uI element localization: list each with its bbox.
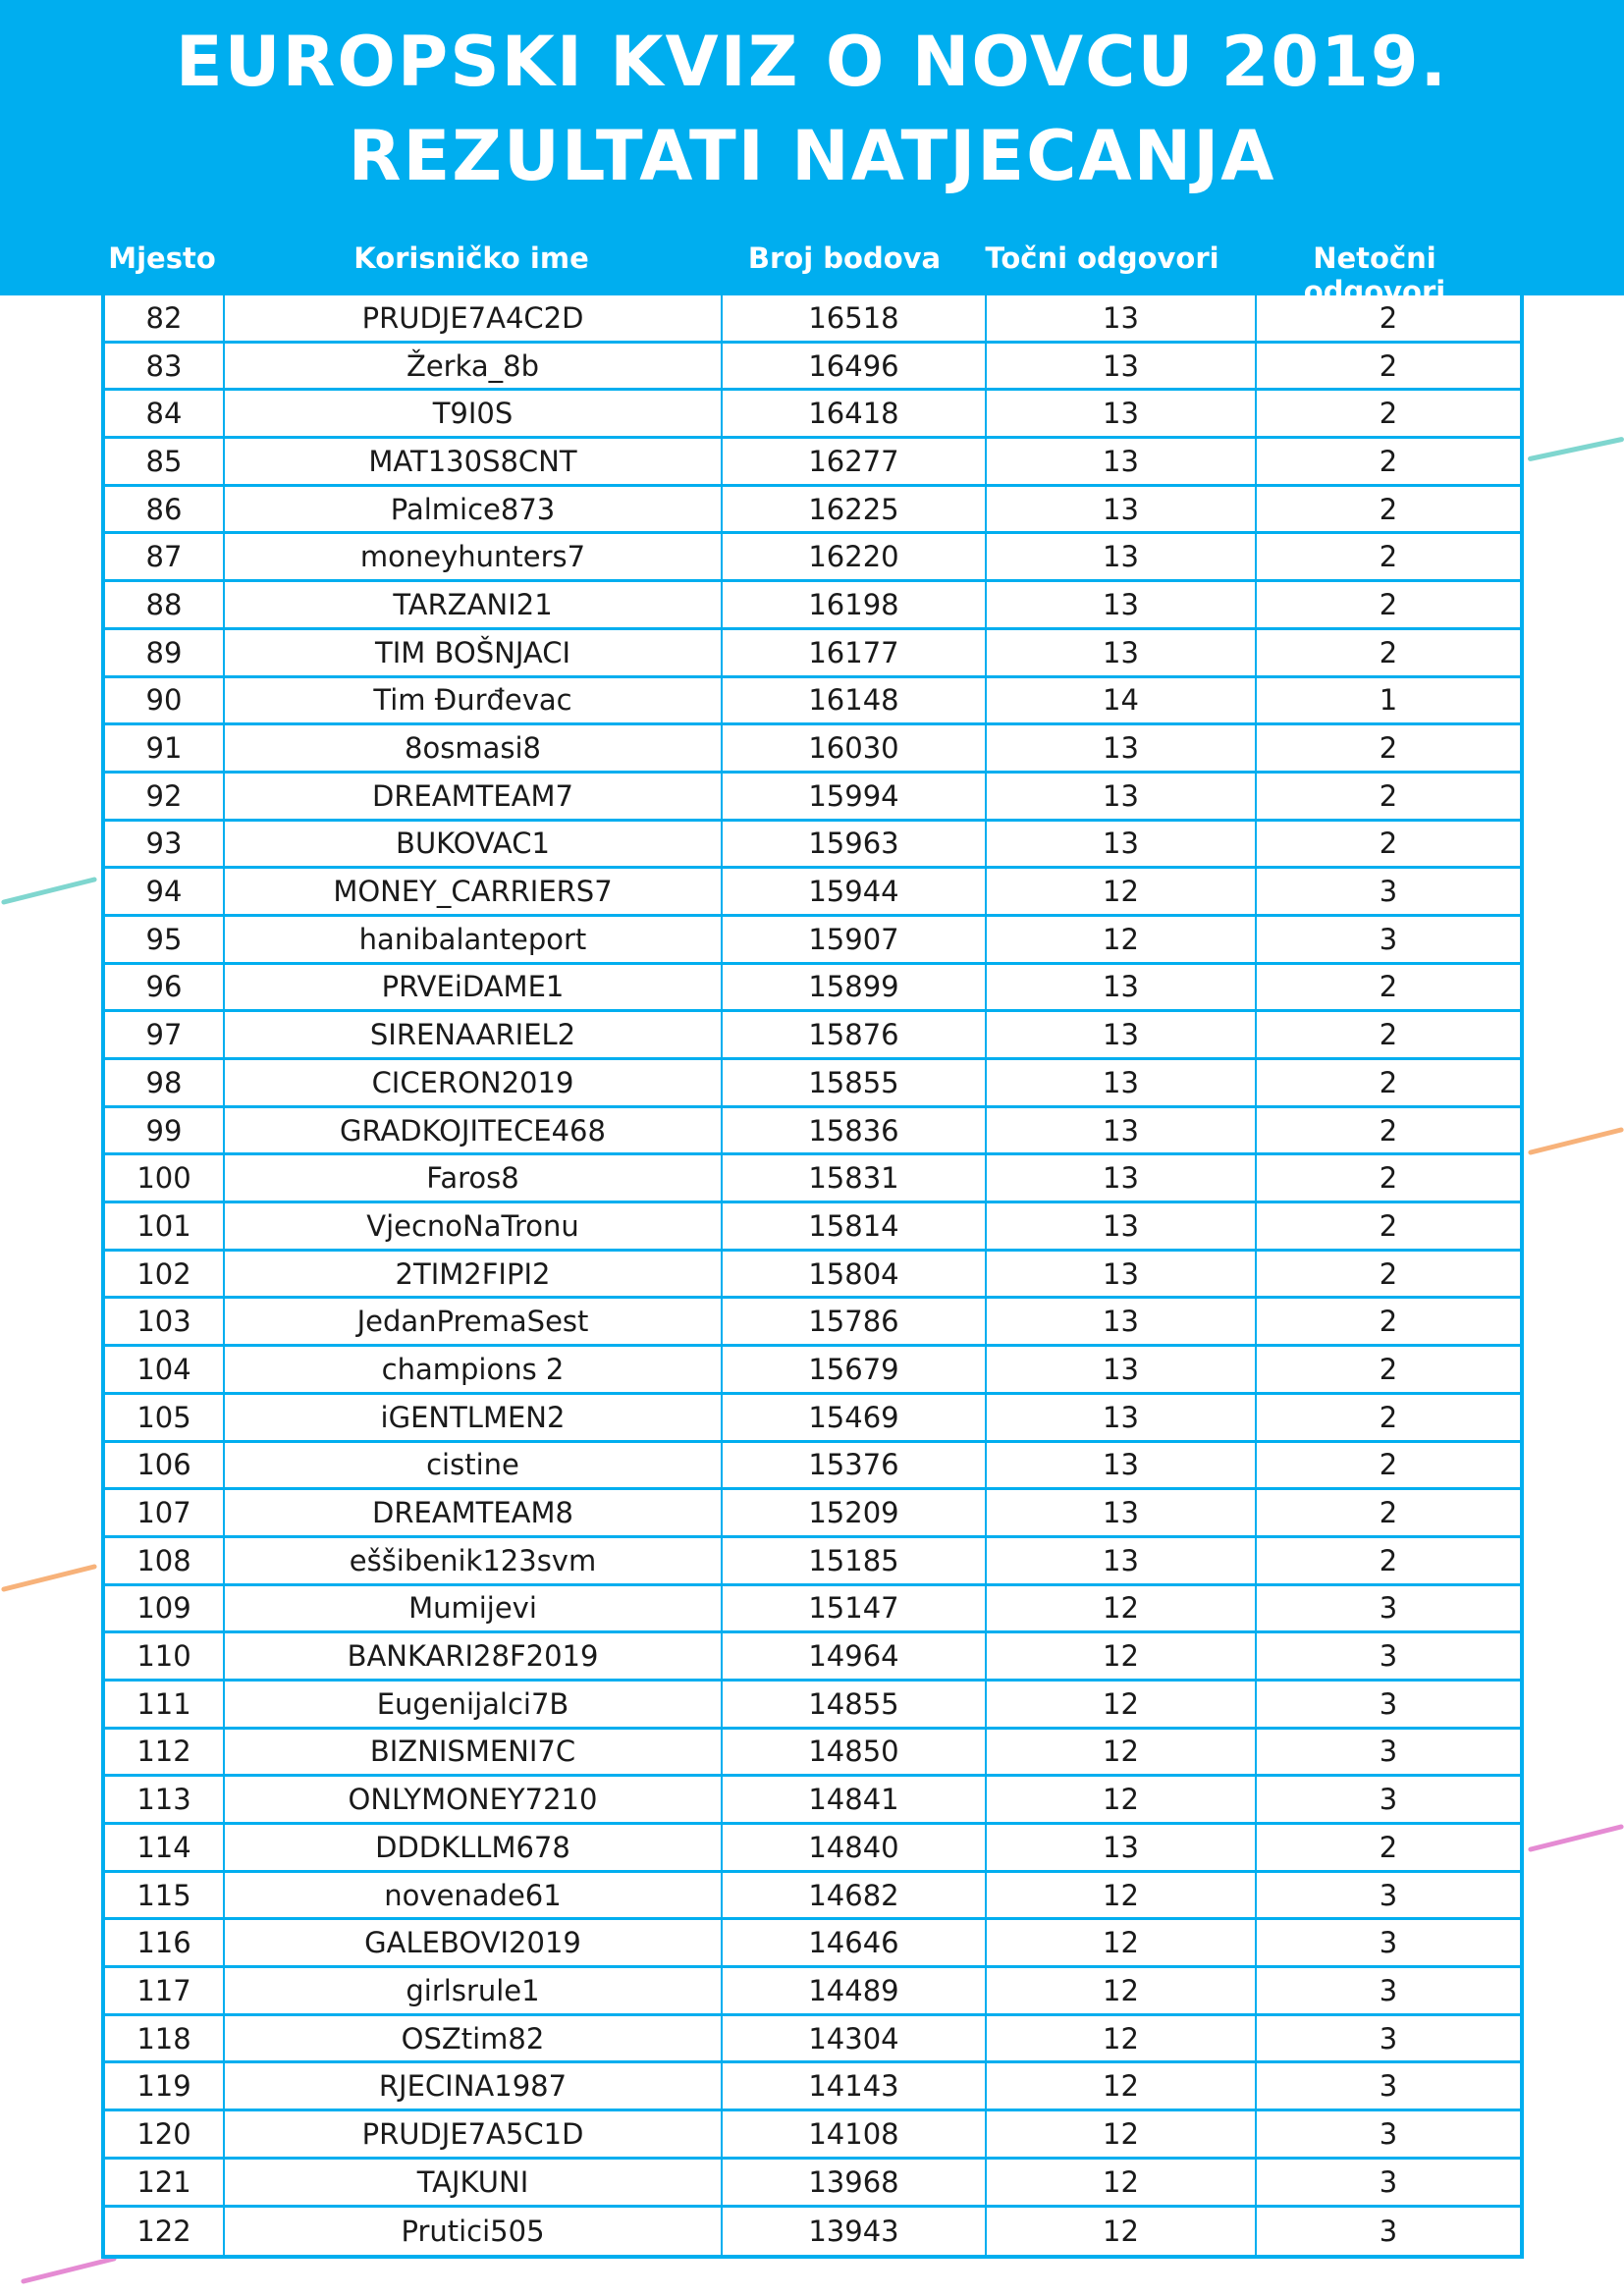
- points-cell: 15876: [723, 1012, 987, 1057]
- column-header-correct: Točni odgovori: [985, 241, 1219, 275]
- rank-cell: 82: [105, 295, 225, 341]
- username-cell: girlsrule1: [225, 1968, 723, 2013]
- table-row: [105, 487, 1520, 535]
- decorative-stripe: [1528, 1824, 1624, 1852]
- table-row: [105, 2111, 1520, 2160]
- page-title: EUROPSKI KVIZ O NOVCU 2019.: [175, 22, 1449, 102]
- table-row: [105, 1682, 1520, 1730]
- points-cell: 16220: [723, 534, 987, 579]
- points-cell: 15814: [723, 1203, 987, 1249]
- rank-cell: 93: [105, 822, 225, 867]
- points-cell: 14108: [723, 2111, 987, 2157]
- correct-cell: 13: [987, 630, 1257, 675]
- incorrect-cell: 2: [1379, 1208, 1398, 1243]
- incorrect-cell: 3: [1379, 2214, 1398, 2248]
- points-cell: 15185: [723, 1538, 987, 1583]
- correct-cell: 12: [987, 1920, 1257, 1965]
- correct-cell: 12: [987, 2111, 1257, 2157]
- table-row: [105, 822, 1520, 870]
- points-cell: 15209: [723, 1490, 987, 1535]
- decorative-stripe: [1528, 1127, 1624, 1155]
- incorrect-cell: 3: [1379, 2021, 1398, 2056]
- table-row: [105, 534, 1520, 582]
- incorrect-cell: 3: [1379, 1926, 1398, 1960]
- table-row: [105, 1203, 1520, 1252]
- rank-cell: 100: [105, 1155, 225, 1201]
- points-cell: 14143: [723, 2063, 987, 2109]
- rank-cell: 109: [105, 1586, 225, 1631]
- rank-cell: 89: [105, 630, 225, 675]
- username-cell: T9I0S: [225, 391, 723, 436]
- column-header-username: Korisničko ime: [353, 241, 589, 275]
- rank-cell: 117: [105, 1968, 225, 2013]
- incorrect-cell: 3: [1379, 1973, 1398, 2007]
- correct-cell: 13: [987, 725, 1257, 771]
- rank-cell: 92: [105, 774, 225, 819]
- username-cell: PRUDJE7A5C1D: [225, 2111, 723, 2157]
- table-row: [105, 1586, 1520, 1634]
- incorrect-cell: 2: [1379, 540, 1398, 574]
- rank-cell: 112: [105, 1730, 225, 1775]
- incorrect-cell: 2: [1379, 1400, 1398, 1434]
- points-cell: 15907: [723, 917, 987, 962]
- incorrect-cell: 2: [1379, 1448, 1398, 1482]
- table-row: [105, 439, 1520, 487]
- incorrect-cell: 3: [1379, 1878, 1398, 1912]
- username-cell: Prutici505: [225, 2208, 723, 2256]
- username-cell: BUKOVAC1: [225, 822, 723, 867]
- username-cell: DREAMTEAM8: [225, 1490, 723, 1535]
- table-row: [105, 1825, 1520, 1873]
- rank-cell: 113: [105, 1777, 225, 1822]
- username-cell: Eugenijalci7B: [225, 1682, 723, 1727]
- table-row: [105, 774, 1520, 822]
- username-cell: champions 2: [225, 1347, 723, 1392]
- table-row: [105, 1252, 1520, 1300]
- username-cell: 8osmasi8: [225, 725, 723, 771]
- points-cell: 14964: [723, 1633, 987, 1679]
- table-row: [105, 1538, 1520, 1586]
- username-cell: PRVEiDAME1: [225, 965, 723, 1010]
- correct-cell: 13: [987, 774, 1257, 819]
- table-row: [105, 725, 1520, 774]
- table-row: [105, 1443, 1520, 1491]
- incorrect-cell: 3: [1379, 1591, 1398, 1626]
- points-cell: 14850: [723, 1730, 987, 1775]
- table-row: [105, 1108, 1520, 1156]
- correct-cell: 14: [987, 678, 1257, 723]
- username-cell: ONLYMONEY7210: [225, 1777, 723, 1822]
- table-row: [105, 917, 1520, 965]
- correct-cell: 13: [987, 1060, 1257, 1105]
- incorrect-cell: 3: [1379, 875, 1398, 909]
- points-cell: 15679: [723, 1347, 987, 1392]
- username-cell: GALEBOVI2019: [225, 1920, 723, 1965]
- username-cell: BANKARI28F2019: [225, 1633, 723, 1679]
- points-cell: 15899: [723, 965, 987, 1010]
- incorrect-cell: 2: [1379, 827, 1398, 861]
- incorrect-cell: 3: [1379, 2116, 1398, 2151]
- table-row: [105, 295, 1520, 344]
- incorrect-cell: 2: [1379, 1352, 1398, 1386]
- decorative-stripe: [1, 1564, 97, 1592]
- decorative-stripe: [1528, 437, 1624, 462]
- rank-cell: 95: [105, 917, 225, 962]
- correct-cell: 13: [987, 1538, 1257, 1583]
- username-cell: BIZNISMENI7C: [225, 1730, 723, 1775]
- table-row: [105, 1968, 1520, 2016]
- correct-cell: 13: [987, 1203, 1257, 1249]
- rank-cell: 107: [105, 1490, 225, 1535]
- correct-cell: 12: [987, 1730, 1257, 1775]
- incorrect-cell: 2: [1379, 1256, 1398, 1291]
- incorrect-cell: 2: [1379, 300, 1398, 335]
- column-header-incorrect: Netočni odgovori: [1303, 241, 1446, 308]
- incorrect-cell: 3: [1379, 1639, 1398, 1674]
- correct-cell: 12: [987, 1777, 1257, 1822]
- correct-cell: 13: [987, 1012, 1257, 1057]
- username-cell: VjecnoNaTronu: [225, 1203, 723, 1249]
- correct-cell: 12: [987, 2016, 1257, 2061]
- username-cell: TARZANI21: [225, 582, 723, 627]
- rank-cell: 99: [105, 1108, 225, 1153]
- column-header-points: Broj bodova: [747, 241, 942, 275]
- points-cell: 15963: [723, 822, 987, 867]
- points-cell: 15855: [723, 1060, 987, 1105]
- correct-cell: 12: [987, 869, 1257, 914]
- incorrect-cell: 2: [1379, 348, 1398, 383]
- correct-cell: 12: [987, 2063, 1257, 2109]
- correct-cell: 13: [987, 1252, 1257, 1297]
- table-row: [105, 2016, 1520, 2064]
- incorrect-cell: 2: [1379, 635, 1398, 669]
- username-cell: RJECINA1987: [225, 2063, 723, 2109]
- points-cell: 16177: [723, 630, 987, 675]
- incorrect-cell: 2: [1379, 1543, 1398, 1577]
- points-cell: 14489: [723, 1968, 987, 2013]
- incorrect-cell: 2: [1379, 397, 1398, 431]
- incorrect-cell: 2: [1379, 587, 1398, 621]
- points-cell: 15786: [723, 1299, 987, 1344]
- rank-cell: 87: [105, 534, 225, 579]
- rank-cell: 105: [105, 1395, 225, 1440]
- rank-cell: 101: [105, 1203, 225, 1249]
- correct-cell: 13: [987, 391, 1257, 436]
- correct-cell: 13: [987, 344, 1257, 389]
- username-cell: CICERON2019: [225, 1060, 723, 1105]
- points-cell: 15831: [723, 1155, 987, 1201]
- username-cell: eššibenik123svm: [225, 1538, 723, 1583]
- table-row: [105, 1730, 1520, 1778]
- table-row: [105, 2160, 1520, 2208]
- correct-cell: 13: [987, 822, 1257, 867]
- table-row: [105, 344, 1520, 392]
- points-cell: 15376: [723, 1443, 987, 1488]
- username-cell: TIM BOŠNJACI: [225, 630, 723, 675]
- table-row: [105, 678, 1520, 726]
- table-row: [105, 1299, 1520, 1347]
- points-cell: 16277: [723, 439, 987, 484]
- incorrect-cell: 2: [1379, 1496, 1398, 1530]
- incorrect-cell: 1: [1379, 683, 1398, 718]
- correct-cell: 13: [987, 439, 1257, 484]
- points-cell: 14841: [723, 1777, 987, 1822]
- table-row: [105, 1060, 1520, 1108]
- incorrect-cell: 3: [1379, 2069, 1398, 2104]
- incorrect-cell: 2: [1379, 778, 1398, 813]
- points-cell: 16518: [723, 295, 987, 341]
- table-row: [105, 1395, 1520, 1443]
- username-cell: MAT130S8CNT: [225, 439, 723, 484]
- incorrect-cell: 2: [1379, 1305, 1398, 1339]
- table-row: [105, 1777, 1520, 1825]
- username-cell: Mumijevi: [225, 1586, 723, 1631]
- rank-cell: 104: [105, 1347, 225, 1392]
- correct-cell: 13: [987, 534, 1257, 579]
- results-table: [101, 295, 1524, 2259]
- incorrect-cell: 2: [1379, 1161, 1398, 1196]
- incorrect-cell: 2: [1379, 1065, 1398, 1099]
- rank-cell: 110: [105, 1633, 225, 1679]
- correct-cell: 13: [987, 295, 1257, 341]
- rank-cell: 97: [105, 1012, 225, 1057]
- points-cell: 15994: [723, 774, 987, 819]
- rank-cell: 98: [105, 1060, 225, 1105]
- points-cell: 14304: [723, 2016, 987, 2061]
- table-row: [105, 1347, 1520, 1395]
- incorrect-cell: 3: [1379, 1735, 1398, 1769]
- username-cell: TAJKUNI: [225, 2160, 723, 2205]
- points-cell: 15836: [723, 1108, 987, 1153]
- rank-cell: 116: [105, 1920, 225, 1965]
- rank-cell: 91: [105, 725, 225, 771]
- decorative-stripe: [21, 2256, 117, 2284]
- table-row: [105, 1920, 1520, 1968]
- rank-cell: 86: [105, 487, 225, 532]
- correct-cell: 13: [987, 1155, 1257, 1201]
- username-cell: GRADKOJITECE468: [225, 1108, 723, 1153]
- correct-cell: 13: [987, 1490, 1257, 1535]
- username-cell: Palmice873: [225, 487, 723, 532]
- points-cell: 15147: [723, 1586, 987, 1631]
- rank-cell: 115: [105, 1873, 225, 1918]
- correct-cell: 13: [987, 965, 1257, 1010]
- points-cell: 14840: [723, 1825, 987, 1870]
- table-row: [105, 2063, 1520, 2111]
- points-cell: 14682: [723, 1873, 987, 1918]
- points-cell: 16030: [723, 725, 987, 771]
- points-cell: 15804: [723, 1252, 987, 1297]
- correct-cell: 13: [987, 1347, 1257, 1392]
- correct-cell: 12: [987, 1633, 1257, 1679]
- table-row: [105, 1490, 1520, 1538]
- points-cell: 13943: [723, 2208, 987, 2256]
- rank-cell: 119: [105, 2063, 225, 2109]
- correct-cell: 12: [987, 2160, 1257, 2205]
- incorrect-cell: 3: [1379, 2164, 1398, 2199]
- incorrect-cell: 2: [1379, 970, 1398, 1004]
- rank-cell: 102: [105, 1252, 225, 1297]
- points-cell: 16418: [723, 391, 987, 436]
- points-cell: 14855: [723, 1682, 987, 1727]
- incorrect-cell: 2: [1379, 444, 1398, 478]
- rank-cell: 114: [105, 1825, 225, 1870]
- correct-cell: 12: [987, 1682, 1257, 1727]
- rank-cell: 96: [105, 965, 225, 1010]
- username-cell: cistine: [225, 1443, 723, 1488]
- incorrect-cell: 3: [1379, 1686, 1398, 1721]
- correct-cell: 12: [987, 1873, 1257, 1918]
- username-cell: moneyhunters7: [225, 534, 723, 579]
- correct-cell: 12: [987, 1968, 1257, 2013]
- correct-cell: 12: [987, 1586, 1257, 1631]
- table-row: [105, 869, 1520, 917]
- correct-cell: 13: [987, 1299, 1257, 1344]
- rank-cell: 111: [105, 1682, 225, 1727]
- table-row: [105, 1873, 1520, 1921]
- points-cell: 16496: [723, 344, 987, 389]
- correct-cell: 13: [987, 1443, 1257, 1488]
- username-cell: 2TIM2FIPI2: [225, 1252, 723, 1297]
- username-cell: MONEY_CARRIERS7: [225, 869, 723, 914]
- rank-cell: 121: [105, 2160, 225, 2205]
- table-row: [105, 2208, 1520, 2256]
- table-row: [105, 630, 1520, 678]
- points-cell: 15944: [723, 869, 987, 914]
- correct-cell: 13: [987, 1108, 1257, 1153]
- table-row: [105, 1012, 1520, 1060]
- username-cell: Faros8: [225, 1155, 723, 1201]
- username-cell: novenade61: [225, 1873, 723, 1918]
- page-subtitle: REZULTATI NATJECANJA: [348, 116, 1276, 196]
- correct-cell: 13: [987, 582, 1257, 627]
- table-row: [105, 1633, 1520, 1682]
- username-cell: PRUDJE7A4C2D: [225, 295, 723, 341]
- username-cell: iGENTLMEN2: [225, 1395, 723, 1440]
- table-row: [105, 965, 1520, 1013]
- username-cell: OSZtim82: [225, 2016, 723, 2061]
- username-cell: JedanPremaSest: [225, 1299, 723, 1344]
- points-cell: 15469: [723, 1395, 987, 1440]
- header-banner: [0, 0, 1624, 308]
- table-row: [105, 391, 1520, 439]
- rank-cell: 88: [105, 582, 225, 627]
- correct-cell: 12: [987, 917, 1257, 962]
- correct-cell: 13: [987, 487, 1257, 532]
- rank-cell: 83: [105, 344, 225, 389]
- rank-cell: 120: [105, 2111, 225, 2157]
- username-cell: hanibalanteport: [225, 917, 723, 962]
- incorrect-cell: 3: [1379, 1783, 1398, 1817]
- incorrect-cell: 3: [1379, 922, 1398, 956]
- rank-cell: 118: [105, 2016, 225, 2061]
- correct-cell: 12: [987, 2208, 1257, 2256]
- rank-cell: 106: [105, 1443, 225, 1488]
- points-cell: 16225: [723, 487, 987, 532]
- username-cell: Tim Đurđevac: [225, 678, 723, 723]
- username-cell: DREAMTEAM7: [225, 774, 723, 819]
- incorrect-cell: 2: [1379, 731, 1398, 766]
- table-row: [105, 582, 1520, 630]
- username-cell: SIRENAARIEL2: [225, 1012, 723, 1057]
- incorrect-cell: 2: [1379, 1018, 1398, 1052]
- rank-cell: 84: [105, 391, 225, 436]
- table-row: [105, 1155, 1520, 1203]
- rank-cell: 94: [105, 869, 225, 914]
- column-header-rank: Mjesto: [108, 241, 216, 275]
- rank-cell: 90: [105, 678, 225, 723]
- rank-cell: 108: [105, 1538, 225, 1583]
- username-cell: DDDKLLM678: [225, 1825, 723, 1870]
- incorrect-cell: 2: [1379, 1830, 1398, 1864]
- incorrect-cell: 2: [1379, 492, 1398, 526]
- rank-cell: 85: [105, 439, 225, 484]
- points-cell: 16148: [723, 678, 987, 723]
- username-cell: Žerka_8b: [225, 344, 723, 389]
- rank-cell: 122: [105, 2208, 225, 2256]
- correct-cell: 13: [987, 1825, 1257, 1870]
- points-cell: 14646: [723, 1920, 987, 1965]
- rank-cell: 103: [105, 1299, 225, 1344]
- incorrect-cell: 2: [1379, 1113, 1398, 1148]
- correct-cell: 13: [987, 1395, 1257, 1440]
- decorative-stripe: [1, 877, 97, 905]
- points-cell: 16198: [723, 582, 987, 627]
- points-cell: 13968: [723, 2160, 987, 2205]
